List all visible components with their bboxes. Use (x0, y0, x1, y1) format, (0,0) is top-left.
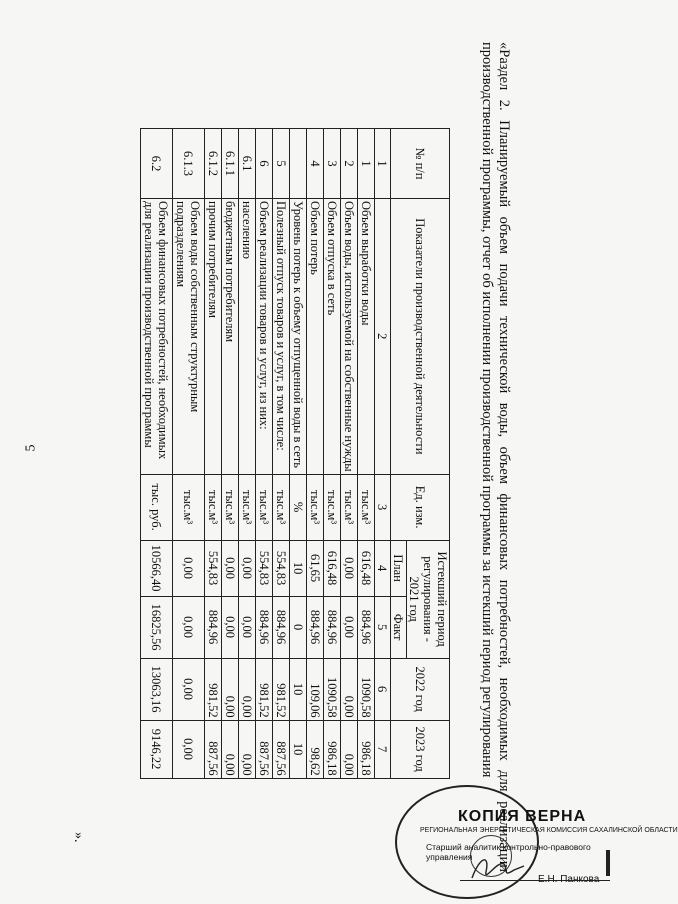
row-2023: 887,56 (205, 720, 222, 778)
row-unit: тыс.м³ (324, 474, 341, 540)
row-2022: 981,52 (256, 658, 273, 720)
row-2023: 10 (290, 720, 307, 778)
row-unit: тыс.м³ (273, 474, 290, 540)
row-2022: 981,52 (205, 658, 222, 720)
row-num: 6.1.1 (222, 129, 239, 199)
header-plan: План (391, 540, 407, 596)
row-2023: 986,18 (324, 720, 341, 778)
row-plan: 10 (290, 540, 307, 596)
row-fact: 0,00 (341, 596, 358, 658)
column-number: 7 (375, 720, 391, 778)
row-unit: тыс.м³ (239, 474, 256, 540)
row-fact: 0,00 (173, 596, 205, 658)
row-name: Объем отпуска в сеть (324, 199, 341, 475)
row-2023: 0,00 (222, 720, 239, 778)
row-2022: 981,52 (273, 658, 290, 720)
header-num: № п/п (391, 129, 450, 199)
header-indicator: Показатели производственной деятельности (391, 199, 450, 475)
row-2023: 0,00 (239, 720, 256, 778)
row-num: 6 (256, 129, 273, 199)
row-name: прочим потребителям (205, 199, 222, 475)
table-row (256, 129, 273, 779)
row-fact: 16825,56 (141, 596, 173, 658)
row-num: 4 (307, 129, 324, 199)
row-2023: 986,18 (358, 720, 375, 778)
row-unit: % (290, 474, 307, 540)
row-name: Объем воды, используемой на собственные нужды (341, 199, 358, 475)
row-2023: 98,62 (307, 720, 324, 778)
row-fact: 884,96 (273, 596, 290, 658)
row-2023: 0,00 (341, 720, 358, 778)
row-plan: 0,00 (341, 540, 358, 596)
table-row (141, 129, 173, 779)
row-num: 6.2 (141, 129, 173, 199)
row-unit: тыс.м³ (256, 474, 273, 540)
page-number: 5 (23, 444, 39, 452)
row-name: Объем реализации товаров и услуг, из них: (256, 199, 273, 475)
row-name: Объем воды собственным структурным подразделениям (173, 199, 205, 475)
row-num: 5 (273, 129, 290, 199)
row-plan: 616,48 (358, 540, 375, 596)
table-row (239, 129, 256, 779)
column-number: 5 (375, 596, 391, 658)
header-period: Истекший период регулирования - 2021 год (407, 540, 450, 658)
column-number: 1 (375, 129, 391, 199)
row-name: населению (239, 199, 256, 475)
row-name: Полезный отпуск товаров и услуг, в том числе: (273, 199, 290, 475)
row-num: 3 (324, 129, 341, 199)
row-2023: 9146,22 (141, 720, 173, 778)
row-fact: 884,96 (205, 596, 222, 658)
row-unit: тыс.м³ (222, 474, 239, 540)
row-2022: 1090,58 (324, 658, 341, 720)
table-row (341, 129, 358, 779)
heading-text: «Раздел 2. Планируемый объем подачи технической воды, объем финансовых потребностей, необходимых для реализации производственной программы, отчет об исполнении производственной программы за истекший период регулирования (479, 42, 512, 872)
row-2023: 887,56 (256, 720, 273, 778)
column-number-row (375, 129, 391, 779)
header-unit: Ед. изм. (391, 474, 450, 540)
table-row (358, 129, 375, 779)
row-name: бюджетным потребителям (222, 199, 239, 475)
rotated-page-content (0, 22, 600, 882)
column-number: 2 (375, 199, 391, 475)
row-2022: 0,00 (341, 658, 358, 720)
table-row (307, 129, 324, 779)
row-fact: 0,00 (239, 596, 256, 658)
row-2022: 13063,16 (141, 658, 173, 720)
table-row (273, 129, 290, 779)
row-num: 1 (358, 129, 375, 199)
row-fact: 0,00 (222, 596, 239, 658)
header-2022: 2022 год (391, 658, 450, 720)
signer-position: Старший аналитик контрольно-правового управления (426, 842, 591, 862)
row-2023: 0,00 (173, 720, 205, 778)
column-number: 6 (375, 658, 391, 720)
row-name: Объем потерь (307, 199, 324, 475)
header-2023: 2023 год (391, 720, 450, 778)
row-num: 2 (341, 129, 358, 199)
row-fact: 0 (290, 596, 307, 658)
production-program-table (140, 128, 450, 779)
row-2022: 0,00 (239, 658, 256, 720)
row-num (290, 129, 307, 199)
row-fact: 884,96 (324, 596, 341, 658)
table-row (222, 129, 239, 779)
row-2022: 1090,58 (358, 658, 375, 720)
row-plan: 0,00 (239, 540, 256, 596)
row-2022: 0,00 (173, 658, 205, 720)
row-plan: 616,48 (324, 540, 341, 596)
row-2023: 887,56 (273, 720, 290, 778)
row-2022: 0,00 (222, 658, 239, 720)
row-name: Уровень потерь к объему отпущенной воды в сеть (290, 199, 307, 475)
row-num: 6.1 (239, 129, 256, 199)
row-2022: 10 (290, 658, 307, 720)
row-name: Объем выработки воды (358, 199, 375, 475)
signer-name: Е.Н. Панкова (538, 874, 600, 885)
row-plan: 554,83 (205, 540, 222, 596)
section-heading (478, 42, 512, 872)
table-row (324, 129, 341, 779)
row-plan: 554,83 (273, 540, 290, 596)
row-fact: 884,96 (307, 596, 324, 658)
table-row (290, 129, 307, 779)
row-unit: тыс.м³ (341, 474, 358, 540)
closing-quote: ». (71, 832, 86, 843)
table-row (173, 129, 205, 779)
header-fact: Факт (391, 596, 407, 658)
row-plan: 554,83 (256, 540, 273, 596)
row-plan: 0,00 (222, 540, 239, 596)
margin-bar (606, 850, 610, 876)
row-unit: тыс.м³ (205, 474, 222, 540)
row-name: Объем финансовых потребностей, необходимых для реализации производственной программы (141, 199, 173, 475)
table-row (205, 129, 222, 779)
row-plan: 0,00 (173, 540, 205, 596)
column-number: 3 (375, 474, 391, 540)
row-fact: 884,96 (256, 596, 273, 658)
copy-verified-title: КОПИЯ ВЕРНА (458, 808, 587, 825)
column-number: 4 (375, 540, 391, 596)
row-fact: 884,96 (358, 596, 375, 658)
row-unit: тыс.м³ (173, 474, 205, 540)
row-num: 6.1.2 (205, 129, 222, 199)
row-unit: тыс.м³ (358, 474, 375, 540)
row-unit: тыс.м³ (307, 474, 324, 540)
row-num: 6.1.3 (173, 129, 205, 199)
signature-line (460, 880, 610, 881)
row-plan: 10566,40 (141, 540, 173, 596)
row-unit: тыс. руб. (141, 474, 173, 540)
commission-name: РЕГИОНАЛЬНАЯ ЭНЕРГЕТИЧЕСКАЯ КОМИССИЯ САХАЛИНСКОЙ ОБЛАСТИ (420, 827, 678, 834)
row-plan: 61,65 (307, 540, 324, 596)
row-2022: 109,06 (307, 658, 324, 720)
